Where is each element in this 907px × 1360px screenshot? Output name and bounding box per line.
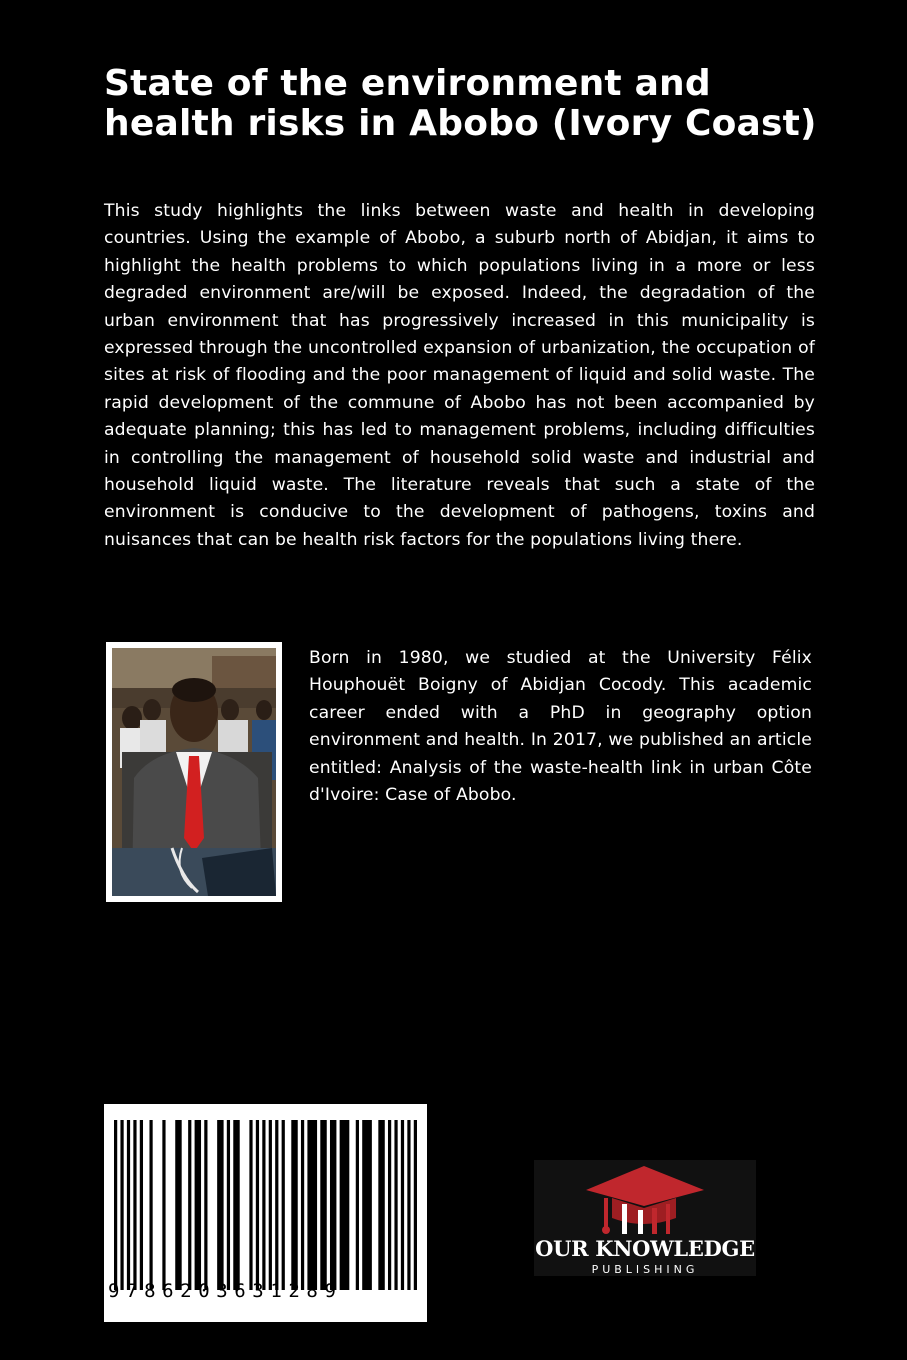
barcode-bar bbox=[362, 1120, 372, 1290]
barcode-bar bbox=[227, 1120, 230, 1290]
book-description: This study highlights the links between waste and health in developing countries. Using the example of Abobo, a suburb north of Abidjan, it aims to highlight the health problems to which populations living in a more or less degraded environment are/will be exposed. Indeed, the degradation of the urban environment that has progressively increased in this municipality is expressed through the uncontrolled expansion of urbanization, the occupation of sites at risk of flooding and the poor management of liquid and solid waste. The rapid development of the commune of Abobo has not been accompanied by adequate planning; this has led to management problems, including difficulties in controlling the management of household solid waste and industrial and household liquid waste. The literature reveals that such a state of the environment is conducive to the development of pathogens, toxins and nuisances that can be health risk factors for the populations living there. bbox=[104, 201, 815, 550]
barcode-bar bbox=[307, 1120, 317, 1290]
isbn-barcode bbox=[104, 1104, 427, 1322]
barcode-bar bbox=[330, 1120, 336, 1290]
publisher-tagline: PUBLISHING bbox=[591, 1263, 699, 1276]
barcode-bar bbox=[388, 1120, 391, 1290]
barcode-bar bbox=[340, 1120, 350, 1290]
barcode-bar bbox=[262, 1120, 265, 1290]
barcode-bar bbox=[301, 1120, 304, 1290]
barcode-bar bbox=[275, 1120, 278, 1290]
barcode-bar bbox=[149, 1120, 152, 1290]
barcode-bar bbox=[195, 1120, 201, 1290]
barcode-bar bbox=[282, 1120, 285, 1290]
barcode-bar bbox=[291, 1120, 297, 1290]
isbn-number: 9786203631289 bbox=[108, 1280, 343, 1302]
barcode-bar bbox=[114, 1120, 117, 1290]
barcode-bar bbox=[175, 1120, 181, 1290]
book-title: State of the environment and health risks in Abobo (Ivory Coast) bbox=[104, 63, 817, 144]
barcode-bar bbox=[401, 1120, 404, 1290]
barcode-bar bbox=[127, 1120, 130, 1290]
barcode-bar bbox=[378, 1120, 384, 1290]
barcode-bar bbox=[162, 1120, 165, 1290]
barcode-bar bbox=[320, 1120, 326, 1290]
barcode-bar bbox=[407, 1120, 410, 1290]
author-photo bbox=[106, 642, 282, 902]
barcode-bar bbox=[269, 1120, 272, 1290]
graduation-cap-icon bbox=[534, 1160, 756, 1240]
barcode-bar bbox=[140, 1120, 143, 1290]
barcode-bar bbox=[120, 1120, 123, 1290]
barcode-bar bbox=[414, 1120, 417, 1290]
barcode-bar bbox=[394, 1120, 397, 1290]
publisher-logo bbox=[534, 1160, 756, 1276]
author-biography: Born in 1980, we studied at the University Félix Houphouët Boigny of Abidjan Cocody. This academic career ended with a PhD in geography option environment and health. In 2017, we published an article entitled: Analysis of the waste-health link in urban Côte d'Ivoire: Case of Abobo. bbox=[309, 648, 812, 806]
barcode-bar bbox=[133, 1120, 136, 1290]
publisher-name: OUR KNOWLEDGE bbox=[535, 1236, 755, 1261]
barcode-bar bbox=[217, 1120, 223, 1290]
barcode-bar bbox=[188, 1120, 191, 1290]
barcode-bar bbox=[356, 1120, 359, 1290]
barcode-bar bbox=[233, 1120, 239, 1290]
barcode-bar bbox=[256, 1120, 259, 1290]
author-portrait bbox=[112, 648, 276, 896]
barcode-bar bbox=[249, 1120, 252, 1290]
barcode-bar bbox=[204, 1120, 207, 1290]
